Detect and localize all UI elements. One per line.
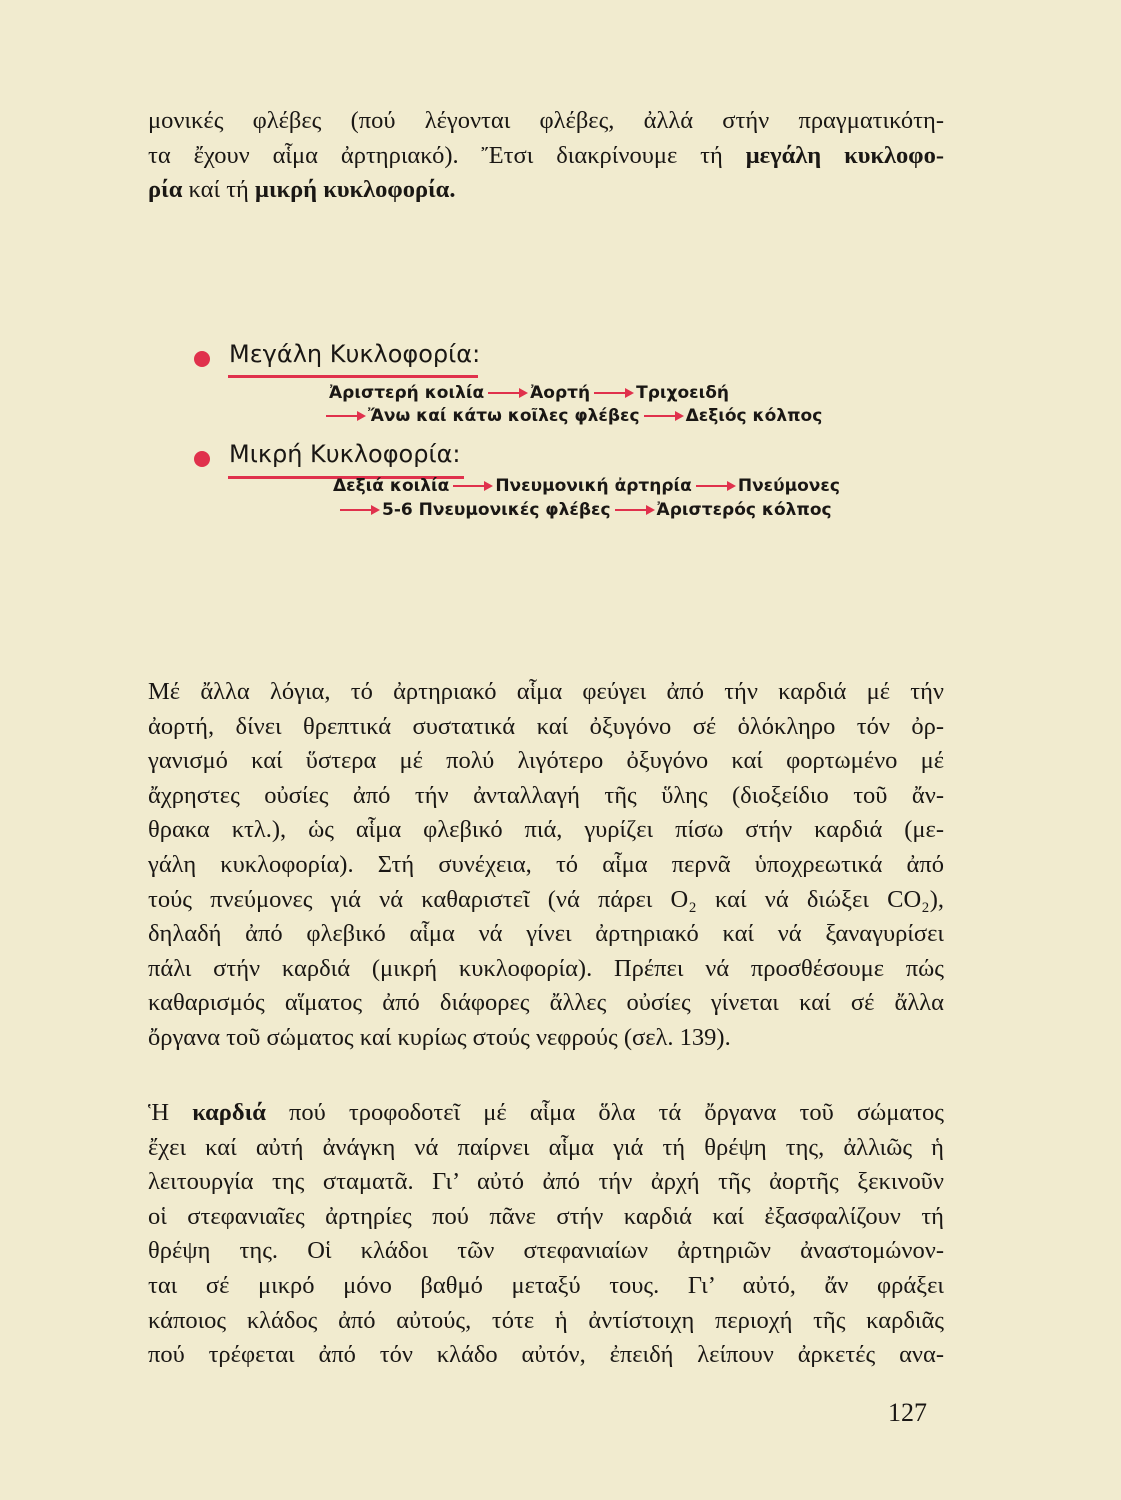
arrow-right-icon	[644, 415, 682, 417]
bold-term: καρδιά	[192, 1099, 266, 1126]
text-line: δηλαδή ἀπό φλεβικό αἷμα νά γίνει ἀρτηριακό καί νά ξαναγυρίσει	[148, 920, 944, 948]
flow-step: Δεξιός κόλπος	[685, 406, 823, 426]
bullet-icon	[194, 351, 210, 367]
text-line: ται σέ μικρό μόνο βαθμό μεταξύ τους. Γι’ αὐτό, ἄν φράξει	[148, 1271, 944, 1299]
flow-step: Δεξιά κοιλία	[333, 476, 450, 496]
text-span: πού τροφοδοτεῖ μέ αἷμα ὅλα τά ὄργανα τοῦ σώματος	[265, 1099, 944, 1126]
arrow-right-icon	[340, 509, 378, 511]
text-line: καθαρισμός αἵματος ἀπό διάφορες ἄλλες οὐσίες γίνεται καί σέ ἄλλα	[148, 989, 944, 1017]
bold-term: ρία	[148, 176, 183, 204]
arrow-right-icon	[696, 485, 734, 487]
text-line: θρέψη της. Οἱ κλάδοι τῶν στεφανιαίων ἀρτηριῶν ἀναστομώνον-	[148, 1237, 944, 1265]
arrow-right-icon	[488, 392, 526, 394]
text-line: ἔχει καί αὐτή ἀνάγκη νά παίρνει αἷμα γιά τή θρέψη της, ἀλλιῶς ἡ	[148, 1133, 944, 1161]
bold-term: μικρή κυκλοφορία.	[254, 176, 456, 204]
flow-step: Πνεύμονες	[737, 476, 840, 496]
flow-step: Τριχοειδή	[636, 383, 730, 403]
bullet-icon	[194, 451, 210, 467]
text-line: γανισμό καί ὕστερα μέ πολύ λιγότερο ὀξυγόνο καί φορτωμένο μέ	[148, 747, 944, 775]
flow-step: Ἀριστερός κόλπος	[656, 500, 832, 520]
text-line	[148, 1096, 944, 1131]
page-number: 127	[888, 1398, 927, 1427]
text-line: ἀορτή, δίνει θρεπτικά συστατικά καί ὀξυγόνο σέ ὁλόκληρο τόν ὀρ-	[148, 712, 944, 740]
major-flow-row-2	[322, 406, 822, 426]
paragraph-3	[148, 1096, 944, 1373]
text-line: οἱ στεφανιαῖες ἀρτηρίες πού πᾶνε στήν καρδιά καί ἐξασφαλίζουν τή	[148, 1202, 944, 1230]
major-flow-row-1	[329, 383, 729, 403]
minor-circulation-title: Μικρή Κυκλοφορία:	[229, 440, 461, 468]
arrow-right-icon	[453, 485, 491, 487]
text-line: κάποιος κλάδος ἀπό αὐτούς, τότε ἡ ἀντίστοιχη περιοχή τῆς καρδιᾶς	[148, 1306, 944, 1334]
text-span: καί τή	[182, 176, 255, 204]
title-underline	[228, 375, 478, 378]
minor-flow-row-1	[333, 476, 840, 496]
text-line: Μέ ἄλλα λόγια, τό ἀρτηριακό αἷμα φεύγει ἀπό τήν καρδιά μέ τήν	[148, 678, 944, 705]
flow-step: Ἄνω καί κάτω κοῖλες φλέβες	[368, 406, 640, 426]
text-line: λειτουργία της σταματᾶ. Γι’ αὐτό ἀπό τήν ἀρχή τῆς ἀορτῆς ξεκινοῦν	[148, 1168, 944, 1196]
text-line: πάλι στήν καρδιά (μικρή κυκλοφορία). Πρέπει νά προσθέσουμε πώς	[148, 954, 944, 982]
major-circulation-title: Μεγάλη Κυκλοφορία:	[229, 340, 481, 368]
text-span: Ἡ	[148, 1099, 193, 1126]
flow-step: Πνευμονική ἀρτηρία	[495, 476, 692, 496]
text-line: τούς πνεύμονες γιά νά καθαριστεῖ (νά πάρει O₂ καί νά διώξει CO₂),	[148, 885, 944, 913]
text-span: τα ἔχουν αἷμα ἀρτηριακό). Ἔτσι διακρίνουμε τή	[148, 141, 746, 169]
bold-term: μεγάλη κυκλοφο-	[745, 141, 945, 169]
arrow-right-icon	[615, 509, 653, 511]
text-line: μονικές φλέβες (πού λέγονται φλέβες, ἀλλά στήν πραγματικότη-	[148, 107, 944, 134]
text-line: ἄχρηστες οὐσίες ἀπό τήν ἀνταλλαγή τῆς ὕλης (διοξείδιο τοῦ ἄν-	[148, 781, 944, 809]
flow-step: Ἀορτή	[530, 383, 591, 403]
text-line: γάλη κυκλοφορία). Στή συνέχεια, τό αἷμα περνᾶ ὑποχρεωτικά ἀπό	[148, 850, 944, 878]
text-line: ὄργανα τοῦ σώματος καί κυρίως στούς νεφρούς (σελ. 139).	[148, 1023, 731, 1051]
flow-step: Ἀριστερή κοιλία	[329, 383, 485, 403]
text-line: θρακα κτλ.), ὡς αἷμα φλεβικό πιά, γυρίζει πίσω στήν καρδιά (με-	[148, 816, 944, 844]
arrow-right-icon	[326, 415, 364, 417]
paragraph-2	[148, 675, 944, 1056]
arrow-right-icon	[594, 392, 632, 394]
text-line: πού τρέφεται ἀπό τόν κλάδο αὐτόν, ἐπειδή λείπουν ἀρκετές ανα-	[148, 1341, 944, 1369]
flow-step: 5-6 Πνευμονικές φλέβες	[382, 500, 611, 520]
minor-flow-row-2	[336, 500, 832, 520]
